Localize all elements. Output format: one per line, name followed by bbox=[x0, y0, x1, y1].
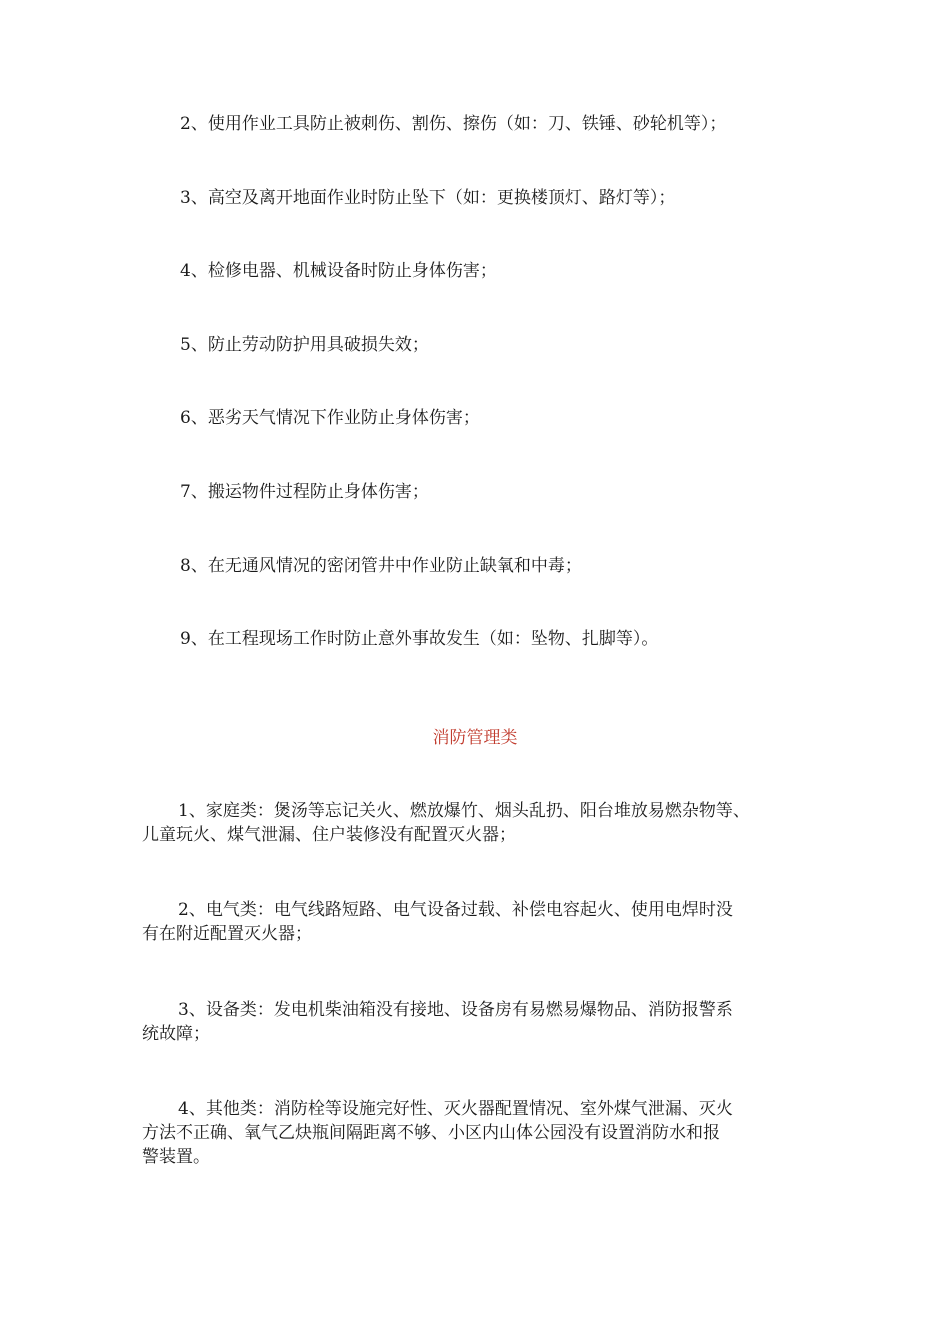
paragraph-line: 1、家庭类：煲汤等忘记关火、燃放爆竹、烟头乱扔、阳台堆放易燃杂物等、 bbox=[178, 801, 750, 821]
paragraph-line: 警装置。 bbox=[142, 1147, 210, 1167]
paragraph-line: 3、设备类：发电机柴油箱没有接地、设备房有易燃易爆物品、消防报警系 bbox=[178, 1000, 733, 1020]
safety-item-8: 8、在无通风情况的密闭管井中作业防止缺氧和中毒； bbox=[180, 556, 582, 576]
safety-item-9: 9、在工程现场工作时防止意外事故发生（如：坠物、扎脚等）。 bbox=[180, 629, 659, 649]
paragraph-line: 4、其他类：消防栓等设施完好性、灭火器配置情况、室外煤气泄漏、灭火 bbox=[178, 1099, 733, 1119]
paragraph-line: 2、电气类：电气线路短路、电气设备过载、补偿电容起火、使用电焊时没 bbox=[178, 900, 733, 920]
fire-section-title: 消防管理类 bbox=[432, 728, 518, 748]
paragraph-line: 有在附近配置灭火器； bbox=[142, 924, 312, 944]
fire-paragraph-4 bbox=[142, 1097, 822, 1169]
fire-paragraph-3 bbox=[142, 998, 822, 1046]
paragraph-line: 儿童玩火、煤气泄漏、住户装修没有配置灭火器； bbox=[142, 825, 516, 845]
safety-item-5: 5、防止劳动防护用具破损失效； bbox=[180, 335, 429, 355]
safety-item-3: 3、高空及离开地面作业时防止坠下（如：更换楼顶灯、路灯等）； bbox=[180, 188, 676, 208]
fire-paragraph-2 bbox=[142, 898, 822, 946]
paragraph-line: 统故障； bbox=[142, 1024, 210, 1044]
safety-item-7: 7、搬运物件过程防止身体伤害； bbox=[180, 482, 429, 502]
safety-item-2: 2、使用作业工具防止被刺伤、割伤、擦伤（如：刀、铁锤、砂轮机等）； bbox=[180, 114, 727, 134]
paragraph-line: 方法不正确、氧气乙炔瓶间隔距离不够、小区内山体公园没有设置消防水和报 bbox=[142, 1123, 720, 1143]
fire-paragraph-1 bbox=[142, 799, 822, 847]
safety-item-6: 6、恶劣天气情况下作业防止身体伤害； bbox=[180, 408, 480, 428]
safety-item-4: 4、检修电器、机械设备时防止身体伤害； bbox=[180, 261, 497, 281]
